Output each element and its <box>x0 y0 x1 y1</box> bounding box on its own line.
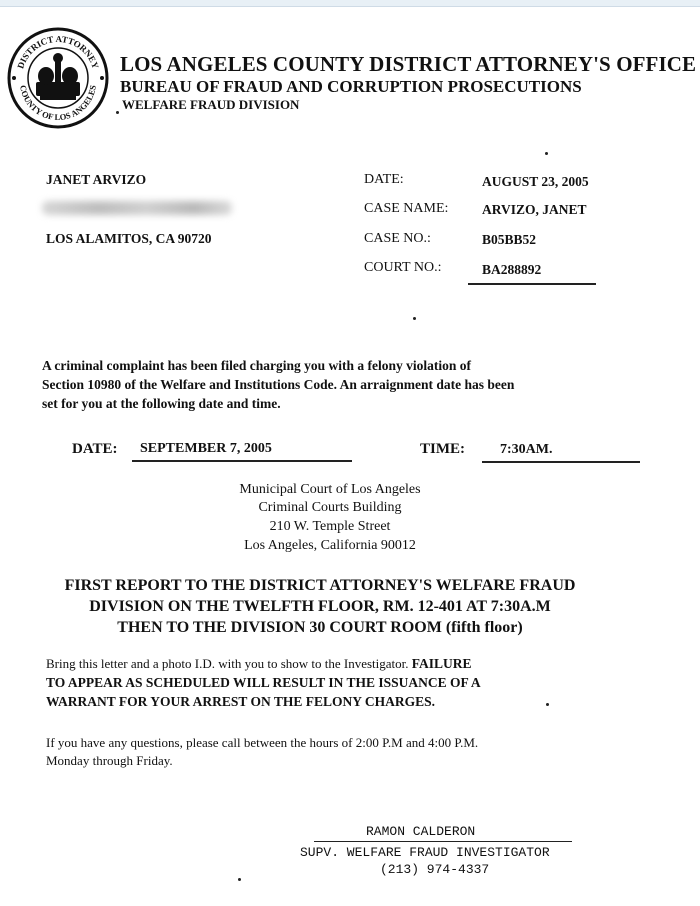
case-name-value: ARVIZO, JANET <box>482 202 587 217</box>
instructions-line-3: THEN TO THE DIVISION 30 COURT ROOM (fifth floor) <box>117 619 523 636</box>
contact-line-1: If you have any questions, please call between the hours of 2:00 P.M and 4:00 P.M. <box>46 735 479 750</box>
court-address-line-2: Criminal Courts Building <box>258 500 402 515</box>
appointment-date-label: DATE: <box>72 441 118 457</box>
court-address-line-3: 210 W. Temple Street <box>269 519 391 534</box>
division-name: WELFARE FRAUD DIVISION <box>122 97 300 112</box>
court-address-line-1: Municipal Court of Los Angeles <box>239 482 421 497</box>
instructions-line-1: FIRST REPORT TO THE DISTRICT ATTORNEY'S WELFARE FRAUD <box>64 577 576 594</box>
signature-line <box>314 841 572 842</box>
warning-line-3: WARRANT FOR YOUR ARREST ON THE FELONY CHARGES. <box>46 694 436 709</box>
top-bar <box>0 0 700 7</box>
appointment-time-value: 7:30AM. <box>500 442 553 457</box>
notice-line-1: A criminal complaint has been filed charging you with a felony violation of <box>42 358 472 373</box>
court-no-label: COURT NO.: <box>364 260 442 275</box>
case-no-value: B05BB52 <box>482 232 537 247</box>
seal-bottom-text: COUNTY OF LOS ANGELES <box>18 84 98 123</box>
redacted-address <box>42 201 232 215</box>
case-name-label: CASE NAME: <box>364 201 449 216</box>
recipient-city: LOS ALAMITOS, CA 90720 <box>46 231 212 246</box>
court-no-underline <box>468 283 596 285</box>
appointment-time-underline <box>482 461 640 463</box>
warning-line-2: TO APPEAR AS SCHEDULED WILL RESULT IN THE ISSUANCE OF A <box>46 675 481 690</box>
appointment-time-label: TIME: <box>420 441 465 457</box>
notice-line-3: set for you at the following date and time. <box>42 396 281 411</box>
speck <box>116 111 119 114</box>
signature-name: RAMON CALDERON <box>366 824 476 839</box>
warning-line-1 <box>46 656 472 672</box>
speck <box>413 317 416 320</box>
county-seal-icon <box>6 26 110 130</box>
warning-line-1-bold: FAILURE <box>411 656 472 671</box>
date-value: AUGUST 23, 2005 <box>482 174 589 189</box>
signature-phone: (213) 974-4337 <box>380 862 490 877</box>
office-name: LOS ANGELES COUNTY DISTRICT ATTORNEY'S OFFICE <box>120 52 697 76</box>
seal-top-text: DISTRICT ATTORNEY <box>15 33 101 70</box>
recipient-name: JANET ARVIZO <box>46 172 147 187</box>
signature-title: SUPV. WELFARE FRAUD INVESTIGATOR <box>300 845 550 860</box>
warning-line-1-plain: Bring this letter and a photo I.D. with you to show to the Investigator. <box>46 656 412 671</box>
court-address-line-4: Los Angeles, California 90012 <box>244 538 416 553</box>
speck <box>546 703 549 706</box>
speck <box>238 878 241 881</box>
contact-line-2: Monday through Friday. <box>46 753 173 768</box>
case-no-label: CASE NO.: <box>364 231 431 246</box>
speck <box>545 152 548 155</box>
notice-line-2: Section 10980 of the Welfare and Institutions Code. An arraignment date has been <box>42 377 515 392</box>
court-no-value: BA288892 <box>482 262 542 277</box>
appointment-date-value: SEPTEMBER 7, 2005 <box>140 441 272 456</box>
bureau-name: BUREAU OF FRAUD AND CORRUPTION PROSECUTIONS <box>120 77 582 96</box>
appointment-date-underline <box>132 460 352 462</box>
date-label: DATE: <box>364 172 404 187</box>
instructions-line-2: DIVISION ON THE TWELFTH FLOOR, RM. 12-401 AT 7:30A.M <box>89 598 551 615</box>
